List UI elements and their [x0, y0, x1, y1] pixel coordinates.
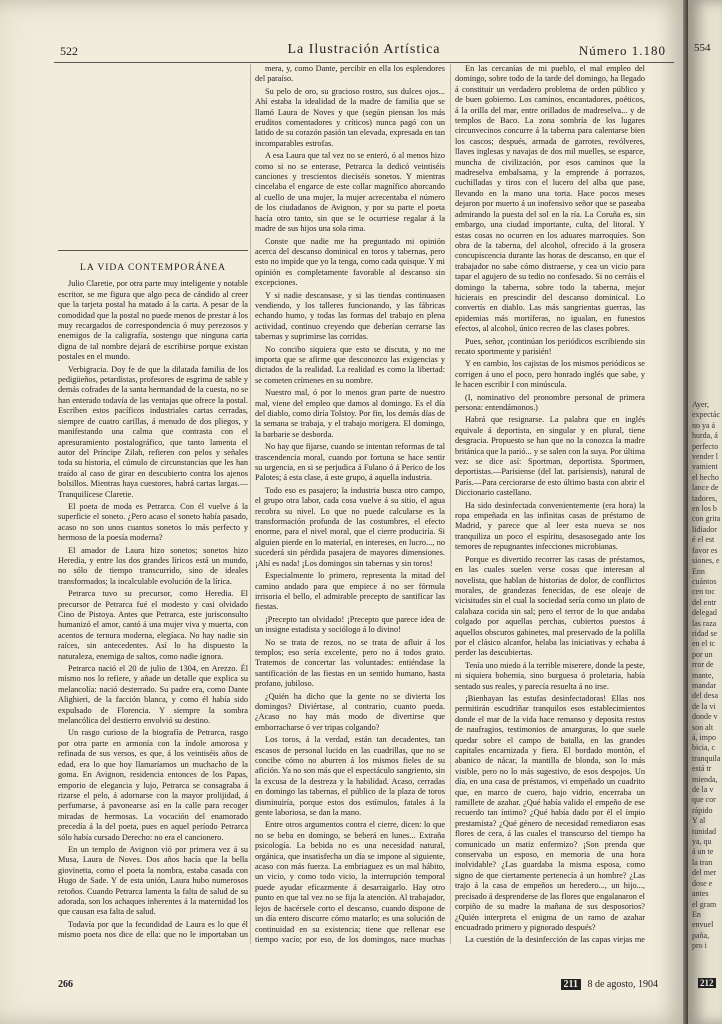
page-number: 522	[60, 44, 78, 58]
footer-badge: 211	[561, 979, 581, 990]
adjacent-page-fragment: lance de	[692, 483, 719, 493]
page-header	[54, 40, 674, 60]
footer-left-number: 266	[58, 979, 73, 990]
issue-number: Número 1.180	[578, 43, 666, 58]
paragraph: Los toros, á la verdad, están tan decadentes, tan escasos de personal lucido en las cuadrillas, que no se concibe cómo no aburren á los mismos fieles de su afición. Ya no son más que el espectáculo sangriento, sin la excusa de la destreza y la habilidad. Acaso, cerradas en domingo las tabernas, el público de la plaza de toros disminuiría, porque estos dos estímulos, fatales á la gente laboriosa, se dan la mano.	[255, 735, 445, 818]
adjacent-page-fragment: la tran	[692, 857, 713, 867]
adjacent-page-fragment: ridad se	[692, 628, 718, 638]
adjacent-page-fragment: de la vi	[692, 701, 716, 711]
adjacent-page-fragment: vender l	[692, 452, 718, 462]
adjacent-page-fragment: del desa	[692, 691, 718, 701]
adjacent-page-fragment: por un	[692, 649, 713, 659]
adjacent-page-fragment: con grita	[692, 514, 721, 524]
adjacent-page-fragment: del mer	[692, 868, 717, 878]
adjacent-page-fragment: á, impo	[692, 733, 716, 742]
column-two	[255, 64, 445, 944]
adjacent-page-fragment: rror de	[692, 660, 714, 670]
adjacent-page-fragment: é el est	[692, 535, 715, 545]
adjacent-page-fragment: paña,	[692, 930, 710, 940]
adjacent-page-fragment: dose e	[692, 878, 713, 888]
adjacent-page-fragment: lidiador	[692, 524, 717, 534]
paragraph: No se trata de rezos, no se trata de afluir á los templos; eso sería excelente, pero no á todos grato. Tratemos de concertar las voluntades: entiéndase la santificación de las fiestas en un sentido humano, hasta profano, jubiloso.	[255, 637, 445, 689]
paragraph: Y en cambio, los cajistas de los mismos periódicos se corrigen á uno el poco, pero honrado inglés que sabe, y le hacen escribir I con minúscula.	[455, 359, 645, 390]
paragraph: Entre otros argumentos contra el cierre, dicen: lo que no se beba en domingo, se beberá en lunes... Extraña psicología. La bebida no es una necesidad natural, orgánica, que insatisfecha un día se impone al siguiente, acaso con más fuerza. La embriaguez es un mal hábito, un vicio, y como todo vicio, la interrupción temporal puede ayudar eficazmente á desarraigarlo. Hay otro punto en que tal vez no se fija la atención. Al trabajador, lejos de hacérsele corto el descanso, cuando dispone de un día entero discurre cómo matarlo; es una solución de continuidad en su existencia; tiene que rellenar ese tiempo vacío; por eso, de los domingos, nace muchas	[255, 820, 445, 944]
paragraph: Todo eso es pasajero; la industria busca otro campo, el grupo otra labor, cada cosa vuelve á su sitio, el agua recobra su nivel. Lo que no puede calcularse es la transformación profunda de las costumbres, el efecto enorme, para el nivel moral, que el cierre produciría. Si alguien pierde en lo material, en intereses, en lucro..., no sucederá sin pérdida pasajera de mayores dimensiones. ¡Ahí es nada! ¡Los domingos sin tabernas y sin toros!	[255, 485, 445, 568]
paragraph: Y si nadie descansase, y si las tiendas continuasen vendiendo, y los talleres funcionando, y las fábricas echando humo, y todas las formas del trabajo en plena actividad, continuo creyendo que deberían cerrarse las tabernas y suprimirse las corridas.	[255, 290, 445, 342]
adjacent-page-badge: 212	[700, 978, 714, 988]
paragraph: Ha sido desinfectada convenientemente (era hora) la ropa empeñada en las infinitas casas de préstamo de Madrid, y parece que al leer esta nueva se nos tranquiliza un poco el espíritu, desasosegado ante los temores de repugnantes infecciones microbianas.	[455, 500, 645, 552]
paragraph: Petrarca nació el 20 de julio de 1304, en Arezzo. Él mismo nos lo refiere, y añade un detalle que explica su melancolía: nació desterrado. Su padre era, como Dante Alighieri, de la facción blanca, y como él había sido expulsado de Florencia. Y siempre la sombra melancólica del destierro envolvió su destino.	[58, 664, 248, 726]
paragraph: Verbigracia. Doy fe de que la dilatada familia de los pedigüeños, petardistas, profesores de esgrima de sable y demás cofrades de la santa hermandad de la cuesta, no se han enterado todavía de las ventajas que ofrece la postal. Escriben estos pacíficos industriales cartas cerradas, siempre de cuatro carillas, á menudo de dos pliegos, y manifestando una calma que contrasta con el apresuramiento postalográfico, que tanto lamenta el autor del Príncipe Zilah, refieren con pelos y señales toda su historia, el cúmulo de circunstancias que les han traído al caso de girar en descubierto contra los ajenos bolsillos. Mientras haya cuestores, habrá cartas largas.—Tranquilícese Claretie.	[58, 364, 248, 499]
adjacent-page-fragment: mandar	[692, 680, 716, 690]
publication-title: La Ilustración Artística	[287, 42, 441, 57]
adjacent-page-fragment: pro i	[692, 941, 707, 951]
paragraph: El amador de Laura hizo sonetos; sonetos hizo Heredia, y entre los dos grandes líricos está un mundo, no sólo de tiempo transcurrido, sino de ideales transformados; la incalculable evolución de la lírica.	[58, 545, 248, 586]
paragraph: A esa Laura que tal vez no se enteró, ó al menos hizo como si no se enterase, Petrarca la dedicó veintiséis canciones y trescientos dieciséis sonetos. Y mientras cincelaba el engarce de este collar magnífico ahorcando al cuello de una mujer, la mujer acrecentaba el número de los ciudadanos de Avignon, y por su parte el poeta hacía otro tanto, sin que se le ocurriese regalar á la madre de sus hijos una sola rima.	[255, 151, 445, 234]
column-divider	[450, 64, 451, 944]
adjacent-page-number: 554	[694, 42, 711, 54]
paragraph: ¡Bienhayan las estufas desinfectadoras! Ellas nos permitirán escudriñar tranquilos esos establecimientos donde el mar de la vida hace remanso y deposita restos de naufragios, testimonios de amarguras, lo que suele quedar sobre el campo de batalla, en las grandes capitales encarnizada y fiera. El bordado montón, el abanico de nácar, la mantilla de blonda, son lo más visible, pero no lo más sugestivo, de esos despojos. Un día, en una casa de préstamos, vi empeñado un cuadrito que, en marco de cuero, bajo vidrio, encerraba un ramillete de azahar. ¿Qué había valido el empeño de ese recuerdo tan íntimo? ¿Qué había dado por él el ímpio prestamista? ¿Qué género de necesidad remediaron esas flores de cera, á las cuales el transcurso del tiempo ha comunicado un matiz enfermizo? ¡Son prenda que conservaba un esposo, en memoria de una hora inolvidable? ¿Las guardaba la misma esposa, como signo de que ciertamente pertenecía á un hombre? ¿Las trajo á la casa de empeños un heredero..., un hijo..., precisado á desprenderse de las flores que engalanaron el corpiño de su madre la mañana de sus desposorios? ¿Quién interpreta el enigma de un ramo de azahar encuadrado primero y pignorado después?	[455, 693, 645, 932]
paragraph: ¿Quién ha dicho que la gente no se divierta los domingos? Diviértase, al contrario, cuanto pueda. ¿Acaso no hay más modo de divertirse que emborracharse ó ver tripas colgando?	[255, 691, 445, 732]
paragraph: Un rasgo curioso de la biografía de Petrarca, rasgo por otra parte en armonía con la índole amorosa y refinada de sus versos, es que, á los veintiséis años de edad, era lo que hoy llamaríamos un muchacho de la goma. En Avignon, residencia entonces de los Papas, emporio de elegancia y lujo, Petrarca se consagraba á rizarse el pelo, á adornarse con la mayor prolijidad, á perfumarse, á pavonearse así en la calle para recoger miradas de hermosas. La vocación del enamorado precedía á la del poeta, pues en aquel período Petrarca sólo había cursado Derecho: no era el cancionero.	[58, 728, 248, 842]
adjacent-page-fragment: que cor	[692, 795, 716, 805]
paragraph: Nuestro mal, ó por lo menos gran parte de nuestro mal, viene del empleo que damos al domingo. Es el día del diablo, como diría Tolstoy. Por fin, los demás días de la semana se trabaja, y el trabajo morigera. El domingo, la barbarie se desborda.	[255, 388, 445, 439]
paragraph: Tenía uno miedo á la terrible miserere, donde la peste, ni siquiera bohemia, sino burguesa ó proletaria, había sentado sus reales, y parecía resuelta á no irse.	[455, 660, 645, 691]
adjacent-page-fragment: antes	[692, 889, 709, 899]
adjacent-page-fragment: son alt	[692, 722, 714, 732]
adjacent-page-fragment: bicia, c	[692, 743, 716, 753]
paragraph: ¡Precepto tan olvidado! ¡Precepto que parece idea de un insigne estadista y sociólogo á lo divino!	[255, 614, 445, 635]
adjacent-page-fragment: mienda,	[692, 774, 718, 784]
paragraph: La cuestión de la desinfección de las capas viejas me	[465, 935, 645, 944]
adjacent-page-fragment: las raza	[692, 618, 717, 628]
adjacent-page-fragment: el gram	[692, 899, 717, 909]
adjacent-page-fragment: expectác	[692, 410, 720, 420]
footer-date: 8 de agosto, 1904	[587, 979, 658, 990]
adjacent-page-fragment: Y al	[692, 816, 706, 826]
paragraph: Especialmente lo primero, representa la mitad del camino andado para que empiece á no ser fórmula irrisoria el bello, el admirable precepto de santificar las fiestas.	[255, 571, 445, 612]
adjacent-page-fragment: tadores,	[692, 493, 718, 503]
adjacent-page-fragment: está tr	[692, 764, 712, 774]
paragraph: En un templo de Avignon vió por primera vez á su Musa, Laura de Noves. Dos años hacía que la bella giovinetta, como el poeta la nombra, estaba casada con Hugo de Sade. Y de esta unión, Laura hubo numerosos retoños. Cuando Petrarca lamenta la falta de salud de su adorada, son los achaques inherentes á la maternidad los que causan esa falta de salud.	[58, 844, 248, 917]
paragraph: Porque es divertido recorrer las casas de préstamos, en las cuales suelen verse cosas que interesan al novelista, que hablan de historias de dolor, de conflictos morales, de grandezas fenecidas, de ese oleaje de vicisitudes sin el cual la sociedad sería como un plato de calabaza cocida sin sal; pero el terror de lo que andaba colgado por aquellas perchas, cubiertos puestos á aquellos obscuros gabinetes, mal preservado de la polilla por el clásico alcanfor, helaba las iniciativas y echaba á perder las descubiertas.	[455, 554, 645, 658]
adjacent-page-fragment: hurda, á	[692, 431, 718, 441]
column-one	[58, 250, 248, 940]
paragraph: No concibo siquiera que esto se discuta, y no me importa que se afirme que desconozco las exigencias y dictados de la realidad. La realidad es como la libertad: se cometen crímenes en su nombre.	[255, 344, 445, 385]
adjacent-page-fragment: perfecto	[692, 441, 719, 451]
adjacent-page-fragment: no ya á	[692, 420, 716, 430]
adjacent-page-fragment: Ayer,	[692, 400, 709, 409]
paragraph: Pues, señor, ¡continúan los periódicos escribiendo sin recato sportmente y parisién!	[455, 336, 645, 356]
adjacent-page-fragment: tranquila	[692, 753, 721, 763]
adjacent-page-fragment: el hecho	[692, 472, 719, 482]
paragraph: mera, y, como Dante, percibir en ella los esplendores del paraíso.	[255, 64, 445, 84]
page-footer	[58, 975, 658, 995]
section-rule	[58, 250, 248, 251]
adjacent-page-fragment: envuel	[692, 920, 714, 930]
adjacent-page-fragment: cen toc	[692, 587, 715, 597]
paragraph: Habrá que resignarse. La palabra que en inglés equivale á deportista, en singular y en plural, tiene desgracia. Propuesto se han que no la conozca la madre británica que la parió... y se salen con la suya. Por última vez: se dice así: Sportman, deportista. Sportmen, deportistas.—Parisiense (del lat. parisiensis), natural de París.—Para cerciorarse de esto último basta con abrir el Diccionario castellano.	[455, 415, 645, 498]
paragraph: Todavía por que la fecundidad de Laura es lo que él mismo poeta nos dice de ella: que no le importaban un	[58, 919, 248, 940]
adjacent-page-text	[692, 400, 722, 952]
adjacent-page-fragment: favor es	[692, 545, 718, 555]
paragraph: En las cercanías de mi pueblo, el mal empleo del domingo, sobre todo de la tarde del domingo, ha llegado á constituir un verdadero problema de orden público y de buen gobierno. Los caminos, encantadores, poéticos, á la orilla del mar, entre orillados de madreselva... y de templos de Baco. La zona sombría de los lugares circunvecinos concurre á la taberna para calentarse bien los cascos; después, armada de garrotes, revólveres, llaves inglesas y navajas de dos mil muelles, se esparce, muncha de civilización, por esos caminos que la madreselva embalsama, y la emprende á porrazos, cuchilladas y tiros con el lucero del alba que pase, llevando en la mano una torta. Hace pocos meses dejaron por muerto á un inofensivo señor que se paseaba admirando la puesta del sol en la ría. La Coruña es, sin embargo, una ciudad importante, culta, del litoral. Y estas cosas no ocurren en los aduares marroquíes. Son obra de la taberna, del alcohol, ofrecido á la grosera concupiscencia durante las horas de descanso, en que el trabajador no sabe cómo distraerse, y cea un vicio para tapar el agujero de su tedio no confesado. Si no cerráis el domingo la taberna, sobre todo la taberna, mejor hicierais en prescindir del descanso dominical. Lo convertís en diablo. Las más sangrientas guerras, las epidemias más mortíferas, no igualan, en funestos efectos, al alcohol, único recreo de las clases pobres.	[455, 64, 645, 334]
adjacent-page-fragment: En	[692, 909, 701, 919]
adjacent-page	[688, 0, 722, 1024]
adjacent-page-fragment: delegad	[692, 608, 717, 618]
header-rule	[54, 62, 674, 63]
column-three	[455, 64, 645, 944]
adjacent-page-fragment: Enn	[692, 566, 705, 576]
section-title: LA VIDA CONTEMPORÁNEA	[80, 263, 226, 273]
column-divider	[250, 64, 251, 944]
paragraph: Conste que nadie me ha preguntado mi opinión acerca del descanso dominical en toros y tabernas, pero esto no impide que yo la tenga, como cada quisque. Y mi opinión es completamente favorable al descanso sin excepciones.	[255, 236, 445, 288]
adjacent-page-fragment: siones, e	[692, 556, 720, 566]
adjacent-page-fragment: tunidad	[692, 826, 716, 836]
adjacent-page-fragment: del entr	[692, 597, 717, 607]
adjacent-page-fragment: cuántos	[692, 576, 717, 586]
adjacent-page-fragment: vamient	[692, 462, 718, 472]
adjacent-page-fragment: en los b	[692, 504, 717, 514]
paragraph: Petrarca tuvo su precursor, como Heredia. El precursor de Petrarca fué el modesto y casi olvidado Cino de Pistoya. Antes que Petrarca, este jurisconsulto humanizó el amor, cantó á una mujer viva y muerta, con acentos de ternura moderna, elegíaca. No hay nadie sin raíces, sin antecedentes. Así lo ha dispuesto la naturaleza, enemiga de saltos, como nadie ignora.	[58, 589, 248, 661]
adjacent-page-fragment: de la v	[692, 785, 714, 795]
adjacent-page-fragment: ya, qu	[692, 837, 712, 847]
adjacent-page-fragment: rápido	[692, 805, 713, 815]
paragraph: El poeta de moda es Petrarca. Con él vuelve á la superficie el soneto. ¿Pero acaso el soneto había pasado, acaso no son unos cuantos sonetos lo más perfecto y hermoso de la poesía moderna?	[58, 501, 248, 543]
adjacent-page-fragment: donde v	[692, 712, 718, 722]
footer-date-block	[561, 979, 659, 990]
adjacent-page-fragment: mante,	[692, 670, 714, 680]
paragraph: Julio Claretie, por otra parte muy inteligente y notable escritor, se me figura que algo peca de cándido al creer que la tarjeta postal ha matado á la carta. A pesar de la comodidad que la postal no puede menos de prestar á los muy recargados de correspondencia ó muy perezosos y enemigos de la caligrafía, sostengo que ninguna carta digna de tal nombre dejará de escribirse porque existan postales en el mundo.	[58, 279, 248, 362]
paragraph: (I, nominativo del pronombre personal de primera persona: entendámonos.)	[455, 392, 645, 412]
paragraph: Su pelo de oro, su gracioso rostro, sus dulces ojos... Ahí estaba la idealidad de la madre de familia que se llamó Laura de Noves y que (según piensan los más eruditos comentadores y críticos) nunca pagó con un latido de su corazón pasión tan elevada, expresada en tan incomparables estrofas.	[255, 86, 445, 148]
adjacent-page-fragment: en el tc	[692, 639, 716, 649]
paragraph: No hay que fijarse, cuando se intentan reformas de tal trascendencia moral, cuando por fortuna se hace sentir su urgencia, en si se perjudica á Fulano ó á Perico de los Palotes; á esta clase, á este grupo, á aquella industria.	[255, 442, 445, 483]
adjacent-page-fragment: á un te	[692, 847, 714, 857]
